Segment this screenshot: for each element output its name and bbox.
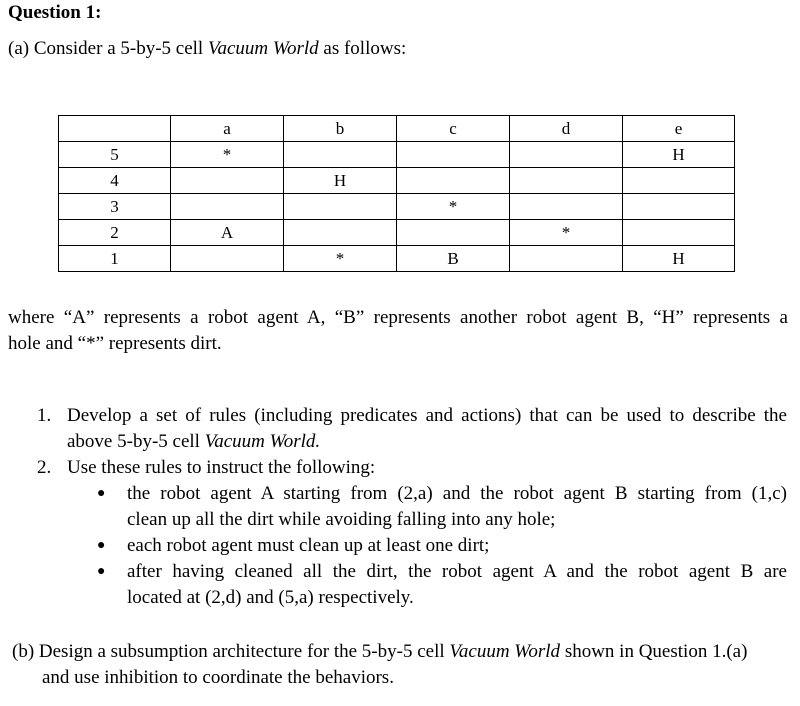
item-1-line-2: above 5-by-5 cell Vacuum World. [67, 431, 321, 452]
item-2-line-1: Use these rules to instruct the following: [67, 457, 376, 478]
grid-row-label: 2 [59, 220, 171, 246]
item-1-number: 1. [37, 405, 52, 426]
part-a-suffix: as follows: [318, 38, 407, 59]
grid-cell: * [171, 142, 284, 168]
grid-cell [623, 168, 735, 194]
grid-column-header [59, 116, 171, 142]
bullet-2-icon: ● [97, 538, 106, 553]
grid-cell [171, 194, 284, 220]
bullet-1-icon: ● [97, 486, 106, 501]
legend-line-1: where “A” represents a robot agent A, “B” represents another robot agent B, “H” represents a [8, 307, 788, 328]
grid-cell: H [284, 168, 397, 194]
grid-header-row [59, 116, 735, 142]
part-b-line-2: and use inhibition to coordinate the behaviors. [42, 667, 394, 688]
grid-cell [284, 194, 397, 220]
grid-cell: A [171, 220, 284, 246]
grid-cell: B [397, 246, 510, 272]
grid-cell [171, 168, 284, 194]
part-a-italic: Vacuum World [207, 38, 319, 59]
bullet-1-line-2: clean up all the dirt while avoiding falling into any hole; [127, 509, 556, 530]
grid-cell [510, 246, 623, 272]
grid-row-label: 1 [59, 246, 171, 272]
grid-cell [623, 220, 735, 246]
grid-row [59, 142, 735, 168]
grid-column-header: a [171, 116, 284, 142]
part-b-italic: Vacuum World [449, 641, 561, 662]
grid-cell [284, 142, 397, 168]
grid-cell [510, 194, 623, 220]
legend-line-2: hole and “*” represents dirt. [8, 333, 222, 354]
grid-cell: * [510, 220, 623, 246]
grid-column-header: c [397, 116, 510, 142]
item-2-number: 2. [37, 457, 52, 478]
grid-cell [171, 246, 284, 272]
grid-cell: H [623, 142, 735, 168]
grid-column-header: e [623, 116, 735, 142]
grid-cell [397, 220, 510, 246]
bullet-3-line-2: located at (2,d) and (5,a) respectively. [127, 587, 414, 608]
grid-row-label: 5 [59, 142, 171, 168]
grid-cell: * [284, 246, 397, 272]
grid-body [59, 116, 735, 272]
grid-row [59, 194, 735, 220]
bullet-1-line-1: the robot agent A starting from (2,a) and the robot agent B starting from (1,c) [127, 483, 787, 504]
legend-paragraph [8, 305, 788, 357]
question-heading: Question 1: [8, 2, 102, 23]
vacuum-world-grid [58, 115, 735, 272]
grid-cell [510, 168, 623, 194]
grid-row [59, 246, 735, 272]
grid-row [59, 168, 735, 194]
grid-cell: H [623, 246, 735, 272]
bullet-3-icon: ● [97, 564, 106, 579]
grid-column-header: d [510, 116, 623, 142]
part-a-prefix: (a) Consider a 5-by-5 cell [8, 38, 208, 59]
grid-cell [397, 168, 510, 194]
bullet-2-line-1: each robot agent must clean up at least one dirt; [127, 535, 490, 556]
item-1-line-1: Develop a set of rules (including predicates and actions) that can be used to describe the [67, 405, 787, 426]
grid-cell [284, 220, 397, 246]
item-1-italic: Vacuum World. [204, 431, 321, 452]
part-a-intro [8, 38, 406, 60]
grid-row-label: 4 [59, 168, 171, 194]
grid-column-header: b [284, 116, 397, 142]
grid-row [59, 220, 735, 246]
grid-row-label: 3 [59, 194, 171, 220]
bullet-3-line-1: after having cleaned all the dirt, the robot agent A and the robot agent B are [127, 561, 787, 582]
part-b-line-1: (b) Design a subsumption architecture for the 5-by-5 cell Vacuum World shown in Question 1.(a) [12, 641, 748, 662]
grid-cell [397, 142, 510, 168]
grid-cell: * [397, 194, 510, 220]
grid-cell [510, 142, 623, 168]
grid-cell [623, 194, 735, 220]
